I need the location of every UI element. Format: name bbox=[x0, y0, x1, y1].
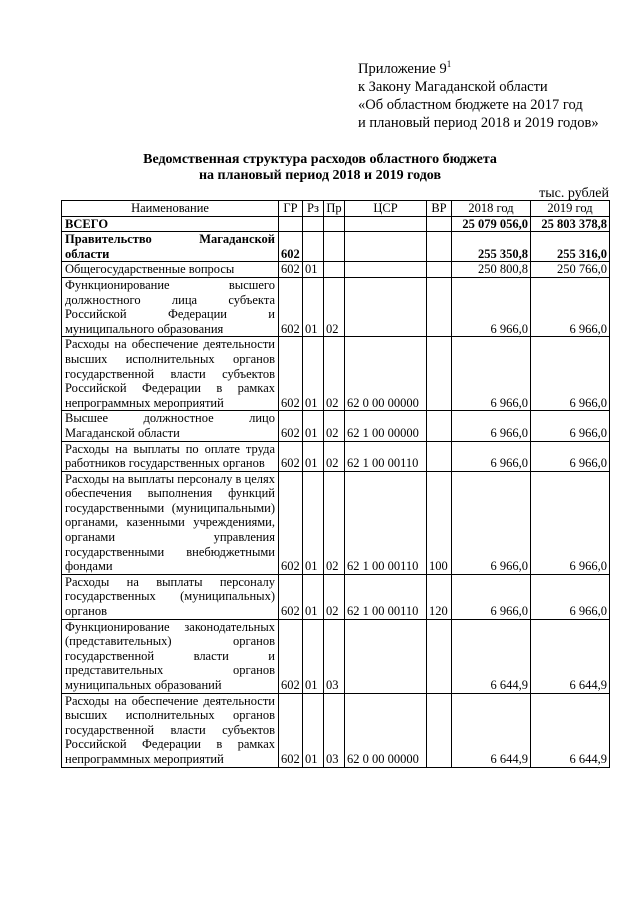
row-gr-cell: 602 bbox=[279, 277, 303, 336]
row-csr-cell bbox=[345, 262, 427, 278]
row-vr-cell bbox=[427, 277, 452, 336]
table-row bbox=[62, 441, 610, 471]
header-row bbox=[62, 201, 610, 217]
row-csr-cell bbox=[345, 216, 427, 232]
row-csr-cell bbox=[345, 277, 427, 336]
row-2019-cell: 6 644,9 bbox=[531, 619, 610, 693]
row-rz-cell: 01 bbox=[303, 619, 324, 693]
row-2019-cell: 6 966,0 bbox=[531, 337, 610, 411]
table-row bbox=[62, 337, 610, 411]
table-row bbox=[62, 471, 610, 574]
row-name-cell: Расходы на выплаты по оплате труда работников государственных органов bbox=[62, 441, 279, 471]
row-gr-cell: 602 bbox=[279, 693, 303, 767]
row-csr-cell: 62 0 00 00000 bbox=[345, 693, 427, 767]
row-2019-cell: 255 316,0 bbox=[531, 232, 610, 262]
row-pr-cell: 02 bbox=[324, 411, 345, 441]
row-vr-cell bbox=[427, 411, 452, 441]
row-2018-cell: 6 966,0 bbox=[452, 277, 531, 336]
row-2019-cell: 6 966,0 bbox=[531, 411, 610, 441]
table-row bbox=[62, 411, 610, 441]
row-2018-cell: 250 800,8 bbox=[452, 262, 531, 278]
row-rz-cell: 01 bbox=[303, 471, 324, 574]
row-name-cell: Высшее должностное лицо Магаданской области bbox=[62, 411, 279, 441]
budget-table bbox=[61, 200, 610, 768]
row-vr-cell bbox=[427, 216, 452, 232]
appendix-block bbox=[358, 60, 599, 132]
row-pr-cell bbox=[324, 232, 345, 262]
row-2018-cell: 6 966,0 bbox=[452, 471, 531, 574]
row-gr-cell: 602 bbox=[279, 411, 303, 441]
row-2018-cell: 25 079 056,0 bbox=[452, 216, 531, 232]
header-name: Наименование bbox=[62, 201, 279, 217]
row-rz-cell: 01 bbox=[303, 441, 324, 471]
row-csr-cell: 62 1 00 00110 bbox=[345, 471, 427, 574]
row-name-cell: Общегосударственные вопросы bbox=[62, 262, 279, 278]
row-gr-cell: 602 bbox=[279, 337, 303, 411]
row-name-cell: Расходы на обеспечение деятельности высших исполнительных органов государственной власти субъектов Российской Федерации в рамках непрограммных мероприятий bbox=[62, 693, 279, 767]
row-rz-cell: 01 bbox=[303, 262, 324, 278]
row-csr-cell: 62 1 00 00110 bbox=[345, 441, 427, 471]
row-vr-cell bbox=[427, 441, 452, 471]
row-2019-cell: 250 766,0 bbox=[531, 262, 610, 278]
row-pr-cell: 03 bbox=[324, 693, 345, 767]
header-rz: Рз bbox=[303, 201, 324, 217]
row-vr-cell bbox=[427, 619, 452, 693]
header-csr: ЦСР bbox=[345, 201, 427, 217]
appendix-line-3: «Об областном бюджете на 2017 год bbox=[358, 97, 583, 113]
row-rz-cell: 01 bbox=[303, 411, 324, 441]
row-name-cell: ВСЕГО bbox=[62, 216, 279, 232]
row-2018-cell: 6 966,0 bbox=[452, 337, 531, 411]
row-2018-cell: 6 644,9 bbox=[452, 693, 531, 767]
row-csr-cell: 62 0 00 00000 bbox=[345, 337, 427, 411]
row-2018-cell: 6 966,0 bbox=[452, 411, 531, 441]
table-row bbox=[62, 232, 610, 262]
row-2019-cell: 6 966,0 bbox=[531, 574, 610, 619]
row-pr-cell bbox=[324, 216, 345, 232]
row-rz-cell: 01 bbox=[303, 693, 324, 767]
header-2018: 2018 год bbox=[452, 201, 531, 217]
row-pr-cell: 02 bbox=[324, 337, 345, 411]
row-pr-cell: 02 bbox=[324, 471, 345, 574]
row-csr-cell bbox=[345, 619, 427, 693]
row-gr-cell: 602 bbox=[279, 574, 303, 619]
row-pr-cell: 03 bbox=[324, 619, 345, 693]
row-rz-cell bbox=[303, 216, 324, 232]
row-pr-cell: 02 bbox=[324, 277, 345, 336]
row-gr-cell: 602 bbox=[279, 441, 303, 471]
row-gr-cell bbox=[279, 216, 303, 232]
table-row bbox=[62, 277, 610, 336]
row-rz-cell: 01 bbox=[303, 277, 324, 336]
row-vr-cell: 120 bbox=[427, 574, 452, 619]
row-vr-cell bbox=[427, 232, 452, 262]
row-rz-cell: 01 bbox=[303, 337, 324, 411]
row-2018-cell: 6 966,0 bbox=[452, 574, 531, 619]
row-csr-cell bbox=[345, 232, 427, 262]
row-vr-cell bbox=[427, 693, 452, 767]
appendix-line-4: и плановый период 2018 и 2019 годов» bbox=[358, 115, 599, 131]
row-2019-cell: 6 644,9 bbox=[531, 693, 610, 767]
row-2019-cell: 6 966,0 bbox=[531, 471, 610, 574]
row-name-cell: Функционирование законодательных (представительных) органов государственной власти и представительных органов муниципальных образований bbox=[62, 619, 279, 693]
appendix-line-1: Приложение $9^1$ bbox=[358, 59, 452, 77]
header-gr: ГР bbox=[279, 201, 303, 217]
header-vr: ВР bbox=[427, 201, 452, 217]
row-name-cell: Расходы на выплаты персоналу государственных (муниципальных) органов bbox=[62, 574, 279, 619]
units-label: тыс. рублей bbox=[539, 186, 609, 201]
row-pr-cell bbox=[324, 262, 345, 278]
row-pr-cell: 02 bbox=[324, 441, 345, 471]
title-line-1: Ведомственная структура расходов областного бюджета bbox=[143, 152, 497, 167]
row-name-cell: Правительство Магаданской области bbox=[62, 232, 279, 262]
row-name-cell: Расходы на выплаты персоналу в целях обеспечения выполнения функций государственными (муниципальными) органами, казенными учреждениями, органами управления государственными внебюджетными фондами bbox=[62, 471, 279, 574]
row-vr-cell bbox=[427, 262, 452, 278]
header-2019: 2019 год bbox=[531, 201, 610, 217]
appendix-superscript: 1 bbox=[446, 59, 452, 70]
row-2019-cell: 6 966,0 bbox=[531, 277, 610, 336]
table-row bbox=[62, 216, 610, 232]
row-gr-cell: 602 bbox=[279, 232, 303, 262]
row-vr-cell: 100 bbox=[427, 471, 452, 574]
row-pr-cell: 02 bbox=[324, 574, 345, 619]
row-2019-cell: 25 803 378,8 bbox=[531, 216, 610, 232]
row-gr-cell: 602 bbox=[279, 262, 303, 278]
row-2018-cell: 6 644,9 bbox=[452, 619, 531, 693]
row-csr-cell: 62 1 00 00000 bbox=[345, 411, 427, 441]
table-row bbox=[62, 262, 610, 278]
row-2018-cell: 6 966,0 bbox=[452, 441, 531, 471]
row-name-cell: Функционирование высшего должностного лица субъекта Российской Федерации и муниципального образования bbox=[62, 277, 279, 336]
row-2019-cell: 6 966,0 bbox=[531, 441, 610, 471]
table-row bbox=[62, 693, 610, 767]
table-row bbox=[62, 574, 610, 619]
row-rz-cell bbox=[303, 232, 324, 262]
header-pr: Пр bbox=[324, 201, 345, 217]
title-line-2: на плановый период 2018 и 2019 годов bbox=[198, 168, 442, 183]
row-gr-cell: 602 bbox=[279, 619, 303, 693]
row-csr-cell: 62 1 00 00110 bbox=[345, 574, 427, 619]
row-name-cell: Расходы на обеспечение деятельности высших исполнительных органов государственной власти субъектов Российской Федерации в рамках непрограммных мероприятий bbox=[62, 337, 279, 411]
table-row bbox=[62, 619, 610, 693]
row-vr-cell bbox=[427, 337, 452, 411]
row-2018-cell: 255 350,8 bbox=[452, 232, 531, 262]
row-rz-cell: 01 bbox=[303, 574, 324, 619]
appendix-line-2: к Закону Магаданской области bbox=[358, 79, 548, 95]
document-title bbox=[0, 152, 640, 184]
row-gr-cell: 602 bbox=[279, 471, 303, 574]
